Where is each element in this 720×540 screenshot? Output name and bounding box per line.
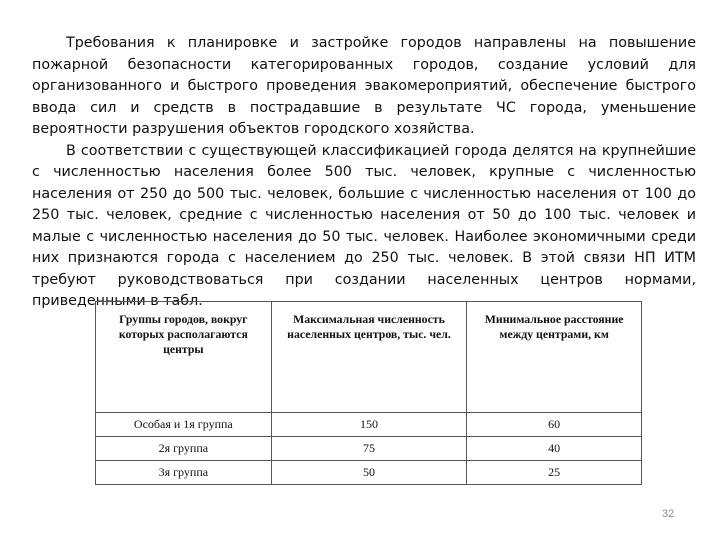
cell-distance: 25	[467, 461, 642, 485]
table-row	[96, 413, 642, 437]
cell-population: 50	[271, 461, 467, 485]
header-min-distance: Минимальное расстояние между центрами, км	[467, 302, 642, 413]
paragraph-classification: В соответствии с существующей классификацией города делятся на крупнейшие с численностью населения более 500 тыс. человек, крупные с численностью населения от 250 до 500 тыс. человек, большие с численностью населения от 100 до 250 тыс. человек, средние с численностью населения от 50 до 100 тыс. человек и малые с численностью населения до 50 тыс. человек. Наиболее экономичными среди них признаются города с населением до 250 тыс. человек. В этой связи НП ИТМ требуют руководствоваться при создании населенных центров нормами, приведенными в табл.	[32, 142, 696, 309]
table-row	[96, 437, 642, 461]
cell-distance: 40	[467, 437, 642, 461]
body-text	[32, 33, 696, 313]
page-number: 32	[662, 508, 675, 520]
city-groups-table	[95, 301, 642, 485]
cell-population: 75	[271, 437, 467, 461]
table-row	[96, 461, 642, 485]
header-city-groups: Группы городов, вокруг которых располагаются центры	[96, 302, 272, 413]
cell-population: 150	[271, 413, 467, 437]
paragraph-requirements: Требования к планировке и застройке городов направлены на повышение пожарной безопасности категорированных городов, создание условий для организованного и быстрого проведения эвакомероприятий, обеспечение быстрого ввода сил и средств в пострадавшие в результате ЧС города, уменьшение вероятности разрушения объектов городского хозяйства.	[32, 35, 696, 137]
cell-group: Особая и 1я группа	[96, 413, 272, 437]
header-max-population: Максимальная численность населенных центров, тыс. чел.	[271, 302, 467, 413]
table-header-row	[96, 302, 642, 413]
cell-distance: 60	[467, 413, 642, 437]
cell-group: 3я группа	[96, 461, 272, 485]
cell-group: 2я группа	[96, 437, 272, 461]
